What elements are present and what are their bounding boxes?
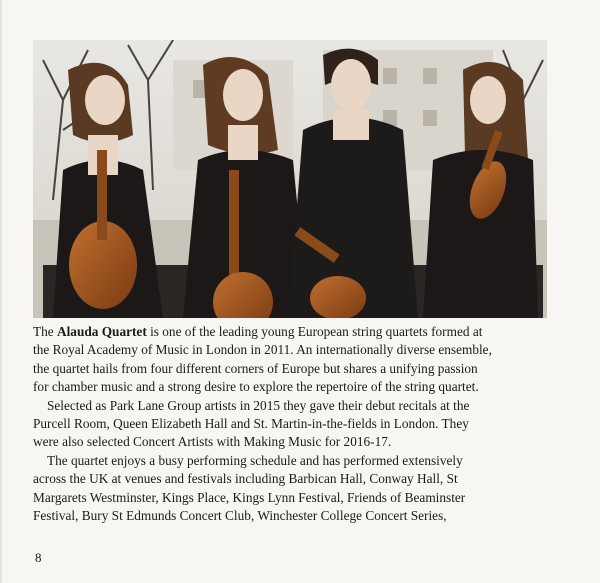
text-segment: is one of the leading young European string quartets formed at [146, 324, 483, 339]
biography-text [33, 323, 553, 525]
paragraph-3 [33, 452, 553, 526]
ensemble-name: Alauda Quartet [57, 324, 147, 339]
quartet-photo [33, 40, 547, 318]
text-line: Purcell Room, Queen Elizabeth Hall and St. Martin-in-the-fields in London. They [33, 416, 469, 432]
text-line: were also selected Concert Artists with Making Music for 2016-17. [33, 434, 392, 450]
paragraph-2 [33, 397, 553, 452]
page-number: 8 [35, 550, 42, 565]
text-line: Festival, Bury St Edmunds Concert Club, Winchester College Concert Series, [33, 508, 447, 524]
text-segment: The [33, 324, 57, 339]
text-line: The quartet enjoys a busy performing schedule and has performed extensively [47, 452, 463, 468]
text-line: Margarets Westminster, Kings Place, Kings Lynn Festival, Friends of Beaminster [33, 489, 466, 505]
text-line: for chamber music and a strong desire to explore the repertoire of the string quartet. [33, 379, 479, 395]
text-line [33, 323, 553, 341]
text-line: the quartet hails from four different corners of Europe but shares a unifying passion [33, 360, 478, 376]
text-line: the Royal Academy of Music in London in 2011. An internationally diverse ensemble, [33, 342, 492, 358]
text-line: across the UK at venues and festivals including Barbican Hall, Conway Hall, St [33, 471, 458, 487]
quartet-photo-illustration [33, 40, 547, 318]
paragraph-1 [33, 323, 553, 397]
text-line: Selected as Park Lane Group artists in 2015 they gave their debut recitals at the [47, 397, 470, 413]
